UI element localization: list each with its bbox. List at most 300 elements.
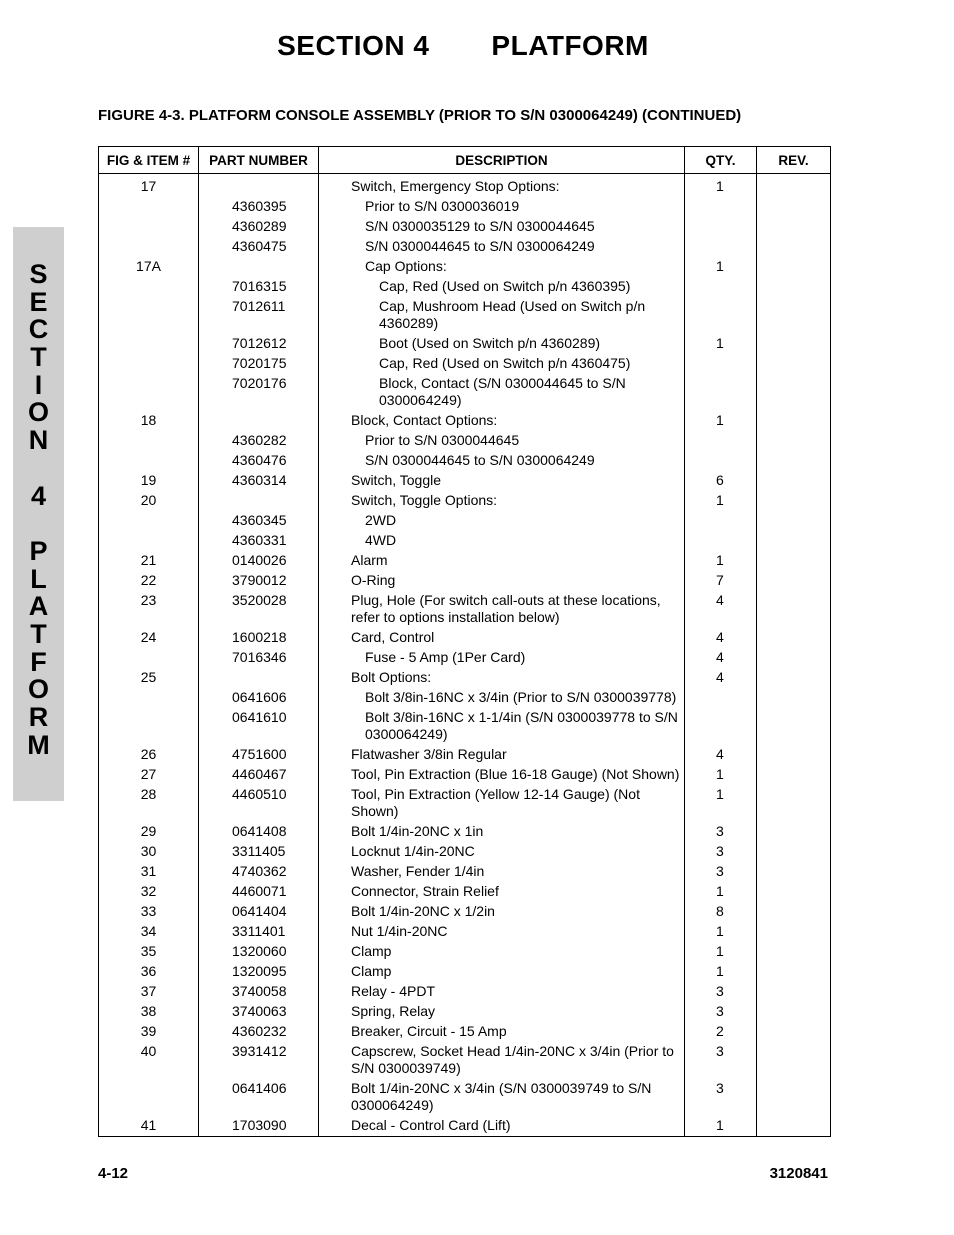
description-cell bbox=[319, 668, 685, 688]
part-number-cell: 3311401 bbox=[199, 922, 319, 942]
rev-cell bbox=[757, 491, 831, 511]
rev-cell bbox=[757, 882, 831, 902]
description-cell bbox=[319, 431, 685, 451]
table-row bbox=[99, 571, 831, 591]
table-row bbox=[99, 962, 831, 982]
fig-item-cell: 29 bbox=[99, 822, 199, 842]
description-cell bbox=[319, 451, 685, 471]
table-row bbox=[99, 1042, 831, 1079]
fig-item-cell bbox=[99, 511, 199, 531]
qty-cell bbox=[685, 451, 757, 471]
part-number-cell: 1320095 bbox=[199, 962, 319, 982]
description-cell bbox=[319, 197, 685, 217]
side-tab-letter: I bbox=[34, 369, 43, 400]
fig-item-cell bbox=[99, 688, 199, 708]
fig-item-cell: 17 bbox=[99, 174, 199, 197]
fig-item-cell: 34 bbox=[99, 922, 199, 942]
qty-cell: 3 bbox=[685, 1002, 757, 1022]
table-row bbox=[99, 591, 831, 628]
table-row bbox=[99, 237, 831, 257]
qty-cell bbox=[685, 217, 757, 237]
part-number-cell: 4360289 bbox=[199, 217, 319, 237]
rev-cell bbox=[757, 411, 831, 431]
fig-item-cell: 22 bbox=[99, 571, 199, 591]
qty-cell: 4 bbox=[685, 628, 757, 648]
description-cell bbox=[319, 785, 685, 822]
qty-cell: 1 bbox=[685, 765, 757, 785]
table-row bbox=[99, 862, 831, 882]
description-text: Boot (Used on Switch p/n 4360289) bbox=[379, 335, 601, 351]
rev-cell bbox=[757, 551, 831, 571]
table-row bbox=[99, 491, 831, 511]
table-row bbox=[99, 451, 831, 471]
table-row bbox=[99, 217, 831, 237]
description-cell bbox=[319, 1022, 685, 1042]
description-cell bbox=[319, 591, 685, 628]
part-number-cell: 1600218 bbox=[199, 628, 319, 648]
part-number-cell: 0641606 bbox=[199, 688, 319, 708]
rev-cell bbox=[757, 197, 831, 217]
rev-cell bbox=[757, 765, 831, 785]
fig-item-cell bbox=[99, 217, 199, 237]
qty-cell: 7 bbox=[685, 571, 757, 591]
rev-cell bbox=[757, 822, 831, 842]
description-cell bbox=[319, 511, 685, 531]
description-cell bbox=[319, 628, 685, 648]
table-row bbox=[99, 842, 831, 862]
qty-cell: 1 bbox=[685, 551, 757, 571]
side-tab-letter: P bbox=[29, 535, 48, 566]
table-row bbox=[99, 277, 831, 297]
col-header-qty: QTY. bbox=[685, 147, 757, 174]
table-header-row bbox=[99, 147, 831, 174]
page-number: 4-12 bbox=[98, 1165, 129, 1182]
qty-cell bbox=[685, 531, 757, 551]
qty-cell bbox=[685, 197, 757, 217]
description-text: Cap, Red (Used on Switch p/n 4360475) bbox=[379, 355, 631, 371]
table-row bbox=[99, 334, 831, 354]
fig-item-cell: 30 bbox=[99, 842, 199, 862]
table-row bbox=[99, 708, 831, 745]
description-text: Cap Options: bbox=[365, 258, 447, 274]
table-row bbox=[99, 785, 831, 822]
qty-cell: 1 bbox=[685, 785, 757, 822]
fig-item-cell: 27 bbox=[99, 765, 199, 785]
description-text: Block, Contact (S/N 0300044645 to S/N 0300064249) bbox=[379, 375, 626, 408]
description-cell bbox=[319, 297, 685, 334]
rev-cell bbox=[757, 1116, 831, 1137]
rev-cell bbox=[757, 1042, 831, 1079]
description-cell bbox=[319, 374, 685, 411]
table-row bbox=[99, 257, 831, 277]
section-side-tab bbox=[13, 227, 64, 801]
table-row bbox=[99, 1116, 831, 1137]
rev-cell bbox=[757, 1079, 831, 1116]
rev-cell bbox=[757, 277, 831, 297]
rev-cell bbox=[757, 862, 831, 882]
fig-item-cell bbox=[99, 297, 199, 334]
col-header-fig-item: FIG & ITEM # bbox=[99, 147, 199, 174]
part-number-cell bbox=[199, 257, 319, 277]
table-row bbox=[99, 628, 831, 648]
parts-table bbox=[98, 146, 831, 1137]
description-text: Bolt 1/4in-20NC x 1in bbox=[351, 823, 484, 839]
part-number-cell: 4740362 bbox=[199, 862, 319, 882]
rev-cell bbox=[757, 1022, 831, 1042]
description-text: Bolt 3/8in-16NC x 3/4in (Prior to S/N 0300039778) bbox=[365, 689, 677, 705]
description-cell bbox=[319, 531, 685, 551]
rev-cell bbox=[757, 1002, 831, 1022]
description-text: Relay - 4PDT bbox=[351, 983, 436, 999]
part-number-cell: 3520028 bbox=[199, 591, 319, 628]
qty-cell: 4 bbox=[685, 668, 757, 688]
table-row bbox=[99, 511, 831, 531]
table-row bbox=[99, 648, 831, 668]
description-cell bbox=[319, 922, 685, 942]
part-number-cell: 7020176 bbox=[199, 374, 319, 411]
part-number-cell: 0140026 bbox=[199, 551, 319, 571]
table-row bbox=[99, 902, 831, 922]
rev-cell bbox=[757, 571, 831, 591]
side-tab-letter: C bbox=[28, 314, 49, 345]
part-number-cell: 7016315 bbox=[199, 277, 319, 297]
part-number-cell: 3311405 bbox=[199, 842, 319, 862]
table-row bbox=[99, 374, 831, 411]
rev-cell bbox=[757, 374, 831, 411]
rev-cell bbox=[757, 591, 831, 628]
description-text: S/N 0300044645 to S/N 0300064249 bbox=[365, 452, 595, 468]
description-text: Tool, Pin Extraction (Blue 16-18 Gauge) (Not Shown) bbox=[351, 766, 680, 782]
section-header bbox=[0, 30, 926, 62]
rev-cell bbox=[757, 334, 831, 354]
description-text: O-Ring bbox=[351, 572, 396, 588]
part-number-cell: 4360475 bbox=[199, 237, 319, 257]
table-row bbox=[99, 745, 831, 765]
side-tab-letter: N bbox=[28, 425, 49, 456]
part-number-cell bbox=[199, 411, 319, 431]
rev-cell bbox=[757, 217, 831, 237]
description-text: 2WD bbox=[365, 512, 397, 528]
part-number-cell bbox=[199, 668, 319, 688]
fig-item-cell bbox=[99, 354, 199, 374]
description-text: Prior to S/N 0300044645 bbox=[365, 432, 520, 448]
description-text: Flatwasher 3/8in Regular bbox=[351, 746, 507, 762]
rev-cell bbox=[757, 237, 831, 257]
qty-cell: 1 bbox=[685, 922, 757, 942]
fig-item-cell bbox=[99, 374, 199, 411]
qty-cell: 1 bbox=[685, 334, 757, 354]
description-text: Plug, Hole (For switch call-outs at these locations, refer to options installation below) bbox=[351, 592, 661, 625]
table-row bbox=[99, 982, 831, 1002]
fig-item-cell: 25 bbox=[99, 668, 199, 688]
fig-item-cell bbox=[99, 197, 199, 217]
fig-item-cell bbox=[99, 431, 199, 451]
description-text: Alarm bbox=[351, 552, 388, 568]
rev-cell bbox=[757, 174, 831, 197]
description-text: Decal - Control Card (Lift) bbox=[351, 1117, 511, 1133]
rev-cell bbox=[757, 257, 831, 277]
side-tab-letter: R bbox=[28, 702, 49, 732]
rev-cell bbox=[757, 531, 831, 551]
description-text: Prior to S/N 0300036019 bbox=[365, 198, 520, 214]
col-header-rev: REV. bbox=[757, 147, 831, 174]
qty-cell: 1 bbox=[685, 411, 757, 431]
description-text: Capscrew, Socket Head 1/4in-20NC x 3/4in (Prior to S/N 0300039749) bbox=[351, 1043, 674, 1076]
qty-cell bbox=[685, 237, 757, 257]
part-number-cell: 0641408 bbox=[199, 822, 319, 842]
table-row bbox=[99, 471, 831, 491]
fig-item-cell: 33 bbox=[99, 902, 199, 922]
fig-item-cell: 26 bbox=[99, 745, 199, 765]
fig-item-cell bbox=[99, 277, 199, 297]
fig-item-cell: 21 bbox=[99, 551, 199, 571]
qty-cell bbox=[685, 431, 757, 451]
part-number-cell: 7012611 bbox=[199, 297, 319, 334]
side-tab-letter: T bbox=[30, 342, 47, 373]
table-row bbox=[99, 942, 831, 962]
description-cell bbox=[319, 277, 685, 297]
qty-cell: 6 bbox=[685, 471, 757, 491]
part-number-cell: 7020175 bbox=[199, 354, 319, 374]
description-cell bbox=[319, 648, 685, 668]
qty-cell: 4 bbox=[685, 745, 757, 765]
qty-cell: 1 bbox=[685, 942, 757, 962]
fig-item-cell: 20 bbox=[99, 491, 199, 511]
description-cell bbox=[319, 862, 685, 882]
fig-item-cell: 23 bbox=[99, 591, 199, 628]
description-text: S/N 0300044645 to S/N 0300064249 bbox=[365, 238, 595, 254]
part-number-cell: 4360345 bbox=[199, 511, 319, 531]
description-text: Connector, Strain Relief bbox=[351, 883, 499, 899]
description-cell bbox=[319, 882, 685, 902]
description-cell bbox=[319, 688, 685, 708]
part-number-cell: 3931412 bbox=[199, 1042, 319, 1079]
rev-cell bbox=[757, 511, 831, 531]
qty-cell: 4 bbox=[685, 648, 757, 668]
rev-cell bbox=[757, 628, 831, 648]
description-cell bbox=[319, 1042, 685, 1079]
qty-cell bbox=[685, 354, 757, 374]
table-row bbox=[99, 1079, 831, 1116]
description-text: Cap, Red (Used on Switch p/n 4360395) bbox=[379, 278, 631, 294]
description-text: Fuse - 5 Amp (1Per Card) bbox=[365, 649, 526, 665]
description-cell bbox=[319, 491, 685, 511]
fig-item-cell: 17A bbox=[99, 257, 199, 277]
description-text: Bolt 1/4in-20NC x 1/2in bbox=[351, 903, 495, 919]
description-text: Bolt Options: bbox=[351, 669, 432, 685]
rev-cell bbox=[757, 431, 831, 451]
fig-item-cell: 19 bbox=[99, 471, 199, 491]
table-row bbox=[99, 1022, 831, 1042]
table-row bbox=[99, 1002, 831, 1022]
description-cell bbox=[319, 1002, 685, 1022]
part-number-cell: 4460467 bbox=[199, 765, 319, 785]
part-number-cell: 3790012 bbox=[199, 571, 319, 591]
rev-cell bbox=[757, 922, 831, 942]
part-number-cell: 4360282 bbox=[199, 431, 319, 451]
description-text: Cap, Mushroom Head (Used on Switch p/n 4360289) bbox=[379, 298, 646, 331]
qty-cell: 3 bbox=[685, 842, 757, 862]
rev-cell bbox=[757, 962, 831, 982]
rev-cell bbox=[757, 451, 831, 471]
fig-item-cell: 31 bbox=[99, 862, 199, 882]
fig-item-cell bbox=[99, 531, 199, 551]
fig-item-cell: 18 bbox=[99, 411, 199, 431]
qty-cell bbox=[685, 688, 757, 708]
description-cell bbox=[319, 708, 685, 745]
table-row bbox=[99, 354, 831, 374]
side-tab-letter bbox=[13, 455, 64, 483]
description-cell bbox=[319, 257, 685, 277]
description-cell bbox=[319, 1079, 685, 1116]
table-row bbox=[99, 765, 831, 785]
fig-item-cell: 40 bbox=[99, 1042, 199, 1079]
part-number-cell: 4460071 bbox=[199, 882, 319, 902]
fig-item-cell: 39 bbox=[99, 1022, 199, 1042]
qty-cell bbox=[685, 374, 757, 411]
description-cell bbox=[319, 765, 685, 785]
rev-cell bbox=[757, 688, 831, 708]
qty-cell: 1 bbox=[685, 491, 757, 511]
table-row bbox=[99, 551, 831, 571]
description-text: Tool, Pin Extraction (Yellow 12-14 Gauge) (Not Shown) bbox=[351, 786, 640, 819]
description-text: Bolt 1/4in-20NC x 3/4in (S/N 0300039749 to S/N 0300064249) bbox=[351, 1080, 652, 1113]
rev-cell bbox=[757, 354, 831, 374]
qty-cell bbox=[685, 511, 757, 531]
rev-cell bbox=[757, 297, 831, 334]
rev-cell bbox=[757, 708, 831, 745]
side-tab-letter: A bbox=[28, 591, 49, 622]
side-tab-letter bbox=[13, 510, 64, 538]
description-cell bbox=[319, 334, 685, 354]
qty-cell bbox=[685, 277, 757, 297]
description-text: S/N 0300035129 to S/N 0300044645 bbox=[365, 218, 595, 234]
qty-cell: 2 bbox=[685, 1022, 757, 1042]
fig-item-cell bbox=[99, 1079, 199, 1116]
rev-cell bbox=[757, 842, 831, 862]
fig-item-cell: 41 bbox=[99, 1116, 199, 1137]
part-number-cell: 3740063 bbox=[199, 1002, 319, 1022]
table-row bbox=[99, 882, 831, 902]
part-number-cell bbox=[199, 491, 319, 511]
description-cell bbox=[319, 822, 685, 842]
fig-item-cell: 36 bbox=[99, 962, 199, 982]
table-row bbox=[99, 174, 831, 197]
side-tab-letters bbox=[13, 261, 64, 759]
fig-item-cell bbox=[99, 237, 199, 257]
table-row bbox=[99, 297, 831, 334]
rev-cell bbox=[757, 745, 831, 765]
fig-item-cell: 35 bbox=[99, 942, 199, 962]
description-text: Switch, Toggle bbox=[351, 472, 442, 488]
fig-item-cell bbox=[99, 708, 199, 745]
part-number-cell: 4360232 bbox=[199, 1022, 319, 1042]
part-number-cell bbox=[199, 174, 319, 197]
table-row bbox=[99, 411, 831, 431]
table-row bbox=[99, 531, 831, 551]
part-number-cell: 4360476 bbox=[199, 451, 319, 471]
description-text: 4WD bbox=[365, 532, 397, 548]
description-cell bbox=[319, 942, 685, 962]
side-tab-letter: O bbox=[27, 397, 49, 428]
description-text: Locknut 1/4in-20NC bbox=[351, 843, 475, 859]
side-tab-letter: 4 bbox=[30, 480, 47, 511]
rev-cell bbox=[757, 902, 831, 922]
part-number-cell: 4360314 bbox=[199, 471, 319, 491]
description-cell bbox=[319, 745, 685, 765]
description-text: Washer, Fender 1/4in bbox=[351, 863, 485, 879]
fig-item-cell: 37 bbox=[99, 982, 199, 1002]
qty-cell: 1 bbox=[685, 257, 757, 277]
description-cell bbox=[319, 902, 685, 922]
side-tab-letter: T bbox=[30, 618, 47, 649]
qty-cell: 1 bbox=[685, 962, 757, 982]
fig-item-cell bbox=[99, 648, 199, 668]
part-number-cell: 4460510 bbox=[199, 785, 319, 822]
section-label: SECTION 4 bbox=[277, 30, 430, 61]
rev-cell bbox=[757, 668, 831, 688]
qty-cell: 3 bbox=[685, 1079, 757, 1116]
qty-cell: 8 bbox=[685, 902, 757, 922]
part-number-cell: 1703090 bbox=[199, 1116, 319, 1137]
description-text: Nut 1/4in-20NC bbox=[351, 923, 448, 939]
side-tab-letter: F bbox=[30, 646, 47, 677]
side-tab-letter: L bbox=[30, 563, 47, 594]
part-number-cell: 7016346 bbox=[199, 648, 319, 668]
description-cell bbox=[319, 962, 685, 982]
table-row bbox=[99, 922, 831, 942]
fig-item-cell: 38 bbox=[99, 1002, 199, 1022]
description-text: Breaker, Circuit - 15 Amp bbox=[351, 1023, 507, 1039]
description-text: Clamp bbox=[351, 963, 392, 979]
section-title: PLATFORM bbox=[491, 30, 649, 61]
qty-cell: 3 bbox=[685, 862, 757, 882]
side-tab-letter: O bbox=[27, 674, 49, 705]
description-cell bbox=[319, 471, 685, 491]
description-cell bbox=[319, 1116, 685, 1137]
part-number-cell: 3740058 bbox=[199, 982, 319, 1002]
col-header-part-number: PART NUMBER bbox=[199, 147, 319, 174]
table-row bbox=[99, 688, 831, 708]
description-text: Block, Contact Options: bbox=[351, 412, 498, 428]
description-cell bbox=[319, 217, 685, 237]
part-number-cell: 4360395 bbox=[199, 197, 319, 217]
description-cell bbox=[319, 174, 685, 197]
table-row bbox=[99, 431, 831, 451]
rev-cell bbox=[757, 942, 831, 962]
part-number-cell: 1320060 bbox=[199, 942, 319, 962]
description-cell bbox=[319, 237, 685, 257]
part-number-cell: 4751600 bbox=[199, 745, 319, 765]
fig-item-cell bbox=[99, 451, 199, 471]
document-number: 3120841 bbox=[769, 1165, 828, 1182]
description-text: Bolt 3/8in-16NC x 1-1/4in (S/N 0300039778 to S/N 0300064249) bbox=[365, 709, 678, 742]
part-number-cell: 0641404 bbox=[199, 902, 319, 922]
side-tab-letter: E bbox=[29, 286, 48, 317]
col-header-description: DESCRIPTION bbox=[319, 147, 685, 174]
qty-cell: 1 bbox=[685, 174, 757, 197]
table-row bbox=[99, 822, 831, 842]
qty-cell: 4 bbox=[685, 591, 757, 628]
description-text: Card, Control bbox=[351, 629, 435, 645]
qty-cell bbox=[685, 708, 757, 745]
qty-cell: 3 bbox=[685, 1042, 757, 1079]
description-text: Switch, Toggle Options: bbox=[351, 492, 498, 508]
description-cell bbox=[319, 842, 685, 862]
rev-cell bbox=[757, 785, 831, 822]
table-body bbox=[99, 174, 831, 1137]
description-cell bbox=[319, 411, 685, 431]
